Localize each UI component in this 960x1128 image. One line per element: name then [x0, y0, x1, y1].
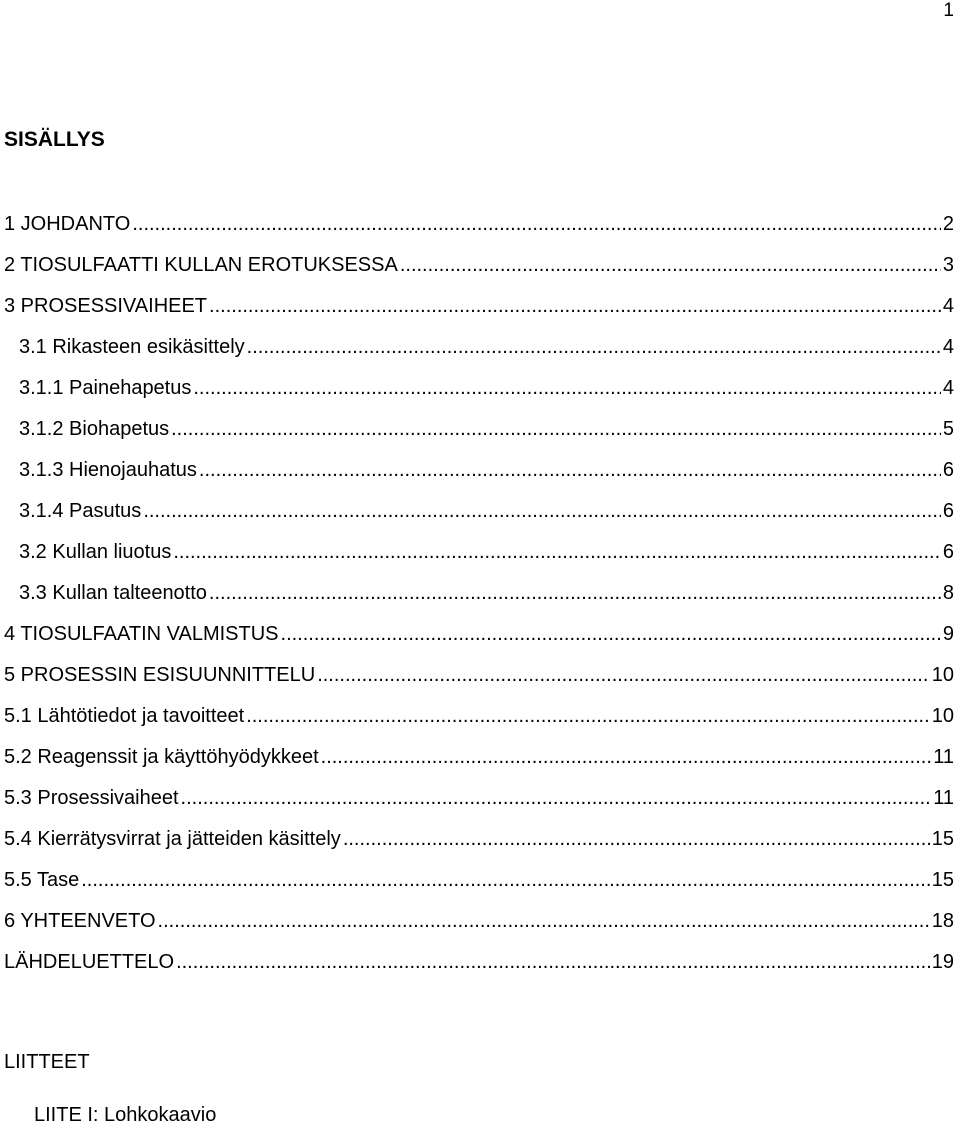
- toc-entry-title: 3.2 Kullan liuotus: [19, 541, 172, 563]
- toc-entry-title: 2 TIOSULFAATTI KULLAN EROTUKSESSA: [4, 254, 398, 276]
- toc-entry[interactable]: [0, 334, 960, 375]
- toc-dot-leader: [281, 621, 941, 647]
- toc-entry-page: 4: [942, 336, 954, 358]
- toc-dot-leader: [171, 416, 941, 442]
- toc-entry-title: 3.1.2 Biohapetus: [19, 418, 170, 440]
- toc-entry-page: 15: [931, 869, 954, 891]
- toc-entry-page: 3: [942, 254, 954, 276]
- toc-entry-title: 3.3 Kullan talteenotto: [19, 582, 207, 604]
- toc-dot-leader: [181, 785, 932, 811]
- toc-entry-page: 6: [942, 500, 954, 522]
- toc-entry-page: 19: [931, 951, 954, 973]
- toc-entry[interactable]: [0, 293, 960, 334]
- toc-dot-leader: [246, 703, 930, 729]
- toc-entry[interactable]: [0, 498, 960, 539]
- toc-entry[interactable]: [0, 621, 960, 662]
- toc-dot-leader: [81, 867, 930, 893]
- toc-entry-page: 15: [931, 828, 954, 850]
- toc-entry[interactable]: [0, 457, 960, 498]
- toc-dot-leader: [247, 334, 941, 360]
- toc-entry[interactable]: [0, 867, 960, 908]
- toc-entry-page: 9: [942, 623, 954, 645]
- toc-entry-title: 5.1 Lähtötiedot ja tavoitteet: [4, 705, 245, 727]
- toc-entry-page: 10: [931, 705, 954, 727]
- toc-entry-title: 3.1.3 Hienojauhatus: [19, 459, 197, 481]
- toc-entry-page: 10: [931, 664, 954, 686]
- toc-entry-page: 18: [931, 910, 954, 932]
- page-number: 1: [943, 0, 954, 21]
- toc-entry-title: 3 PROSESSIVAIHEET: [4, 295, 208, 317]
- toc-dot-leader: [321, 744, 932, 770]
- toc-entry-title: 6 YHTEENVETO: [4, 910, 156, 932]
- appendix-heading: LIITTEET: [4, 1051, 90, 1073]
- toc-dot-leader: [132, 211, 941, 237]
- toc-dot-leader: [343, 826, 930, 852]
- toc-entry[interactable]: [0, 703, 960, 744]
- toc-entry[interactable]: [0, 662, 960, 703]
- toc-entry-title: 3.1.4 Pasutus: [19, 500, 142, 522]
- toc-entry[interactable]: [0, 252, 960, 293]
- toc-dot-leader: [199, 457, 941, 483]
- toc-dot-leader: [317, 662, 930, 688]
- toc-entry-page: 11: [933, 746, 954, 768]
- toc-dot-leader: [209, 293, 941, 319]
- toc-entry-title: 5 PROSESSIN ESISUUNNITTELU: [4, 664, 316, 686]
- toc-dot-leader: [158, 908, 930, 934]
- toc-entry-title: 3.1 Rikasteen esikäsittely: [19, 336, 245, 358]
- toc-entry-page: 8: [942, 582, 954, 604]
- toc-entry-title: 5.3 Prosessivaiheet: [4, 787, 179, 809]
- toc-entry-page: 6: [942, 459, 954, 481]
- toc-entry[interactable]: [0, 416, 960, 457]
- toc-entry-page: 4: [942, 377, 954, 399]
- toc-entry-page: 4: [942, 295, 954, 317]
- toc-entry[interactable]: [0, 949, 960, 990]
- toc-entry[interactable]: [0, 744, 960, 785]
- toc-entry[interactable]: [0, 908, 960, 949]
- toc-entry[interactable]: [0, 211, 960, 252]
- toc-entry[interactable]: [0, 826, 960, 867]
- toc-entry[interactable]: [0, 580, 960, 621]
- toc-entry-page: 5: [942, 418, 954, 440]
- appendix-item: LIITE I: Lohkokaavio: [34, 1104, 217, 1126]
- toc-entry-page: 2: [942, 213, 954, 235]
- toc-entry-title: 5.2 Reagenssit ja käyttöhyödykkeet: [4, 746, 319, 768]
- toc-heading: SISÄLLYS: [4, 128, 105, 151]
- toc-dot-leader: [400, 252, 941, 278]
- toc-entry-page: 6: [942, 541, 954, 563]
- toc-entry-title: 5.5 Tase: [4, 869, 80, 891]
- toc-entry-title: 5.4 Kierrätysvirrat ja jätteiden käsittely: [4, 828, 341, 850]
- toc-entry-title: 1 JOHDANTO: [4, 213, 131, 235]
- toc-entry-title: LÄHDELUETTELO: [4, 951, 175, 973]
- toc-entry[interactable]: [0, 539, 960, 580]
- toc-dot-leader: [173, 539, 941, 565]
- toc-dot-leader: [176, 949, 930, 975]
- toc-entry[interactable]: [0, 375, 960, 416]
- toc-entry-page: 11: [933, 787, 954, 809]
- table-of-contents: [0, 211, 960, 990]
- toc-dot-leader: [143, 498, 941, 524]
- toc-entry-title: 3.1.1 Painehapetus: [19, 377, 192, 399]
- toc-dot-leader: [193, 375, 941, 401]
- toc-dot-leader: [209, 580, 941, 606]
- toc-entry[interactable]: [0, 785, 960, 826]
- toc-entry-title: 4 TIOSULFAATIN VALMISTUS: [4, 623, 279, 645]
